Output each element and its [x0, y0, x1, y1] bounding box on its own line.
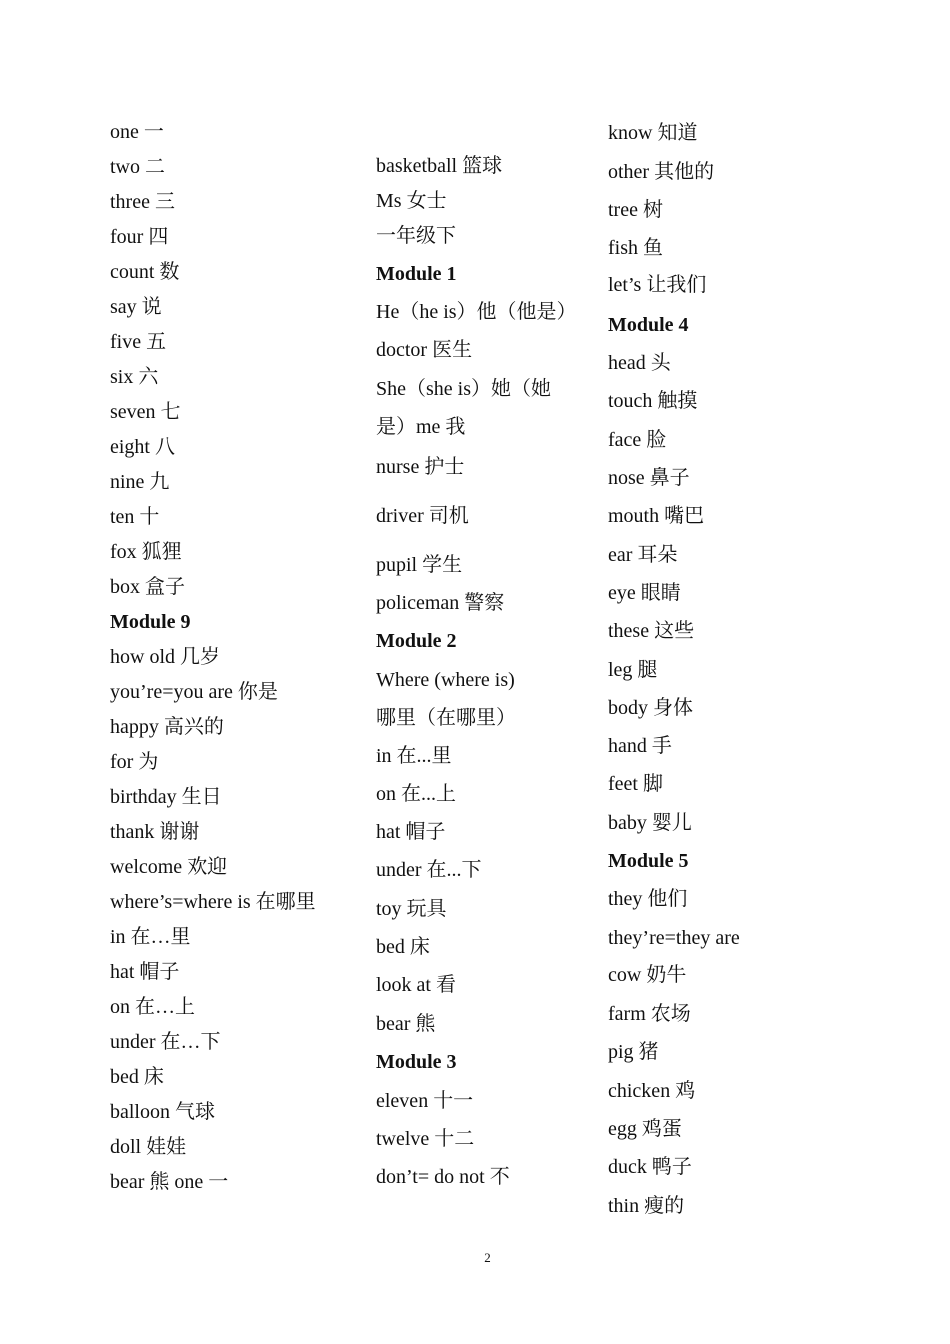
vocab-entry: bear 熊 one 一: [110, 1171, 229, 1193]
vocab-entry: look at 看: [376, 974, 456, 996]
vocab-entry: bear 熊: [376, 1013, 436, 1035]
module-heading: Module 5: [608, 850, 689, 872]
vocab-entry: two 二: [110, 156, 165, 178]
vocab-entry: leg 腿: [608, 659, 658, 681]
vocab-entry: face 脸: [608, 429, 667, 451]
vocab-entry: one 一: [110, 121, 164, 143]
vocab-entry: three 三: [110, 191, 175, 213]
vocab-entry: eleven 十一: [376, 1090, 474, 1112]
vocab-entry: ten 十: [110, 506, 160, 528]
vocab-entry: Where (where is): [376, 669, 515, 691]
vocab-entry: cow 奶牛: [608, 964, 687, 986]
vocab-entry: egg 鸡蛋: [608, 1118, 682, 1140]
vocab-entry: hat 帽子: [110, 961, 180, 983]
vocab-entry: bed 床: [376, 936, 430, 958]
vocab-entry: count 数: [110, 261, 180, 283]
vocab-entry: 是）me 我: [376, 416, 466, 438]
vocab-entry: seven 七: [110, 401, 181, 423]
vocab-entry: hat 帽子: [376, 821, 446, 843]
vocab-entry: how old 几岁: [110, 646, 220, 668]
vocab-entry: chicken 鸡: [608, 1080, 696, 1102]
vocab-entry: they’re=they are: [608, 927, 740, 949]
vocab-entry: five 五: [110, 331, 167, 353]
vocab-entry: duck 鸭子: [608, 1156, 692, 1178]
vocab-entry: under 在...下: [376, 859, 482, 881]
vocab-entry: say 说: [110, 296, 162, 318]
vocab-entry: thank 谢谢: [110, 821, 200, 843]
vocab-entry: He（he is）他（他是）: [376, 301, 577, 323]
vocab-entry: fox 狐狸: [110, 541, 182, 563]
vocab-entry: welcome 欢迎: [110, 856, 228, 878]
vocab-entry: tree 树: [608, 199, 663, 221]
vocab-entry: eye 眼睛: [608, 582, 681, 604]
module-heading: Module 4: [608, 314, 689, 336]
vocab-entry: doll 娃娃: [110, 1136, 187, 1158]
vocab-entry: let’s 让我们: [608, 274, 707, 296]
vocab-entry: body 身体: [608, 697, 693, 719]
vocab-entry: for 为: [110, 751, 159, 773]
module-heading: Module 3: [376, 1051, 457, 1073]
vocab-entry: basketball 篮球: [376, 155, 503, 177]
vocab-entry: where’s=where is 在哪里: [110, 891, 316, 913]
vocab-entry: nine 九: [110, 471, 170, 493]
vocab-entry: mouth 嘴巴: [608, 505, 705, 527]
vocab-entry: bed 床: [110, 1066, 164, 1088]
vocab-entry: don’t= do not 不: [376, 1166, 510, 1188]
module-heading: Module 1: [376, 263, 457, 285]
vocab-entry: baby 婴儿: [608, 812, 692, 834]
vocab-entry: toy 玩具: [376, 898, 447, 920]
vocab-entry: 哪里（在哪里）: [376, 707, 516, 729]
vocab-entry: pig 猪: [608, 1041, 659, 1063]
vocab-entry: box 盒子: [110, 576, 185, 598]
module-heading: Module 2: [376, 630, 457, 652]
vocab-entry: nose 鼻子: [608, 467, 690, 489]
vocab-entry: fish 鱼: [608, 237, 663, 259]
vocab-entry: She（she is）她（她: [376, 378, 551, 400]
vocab-entry: in 在…里: [110, 926, 191, 948]
vocab-entry: they 他们: [608, 888, 688, 910]
vocab-entry: ear 耳朵: [608, 544, 678, 566]
vocab-entry: head 头: [608, 352, 671, 374]
vocab-entry: doctor 医生: [376, 339, 473, 361]
vocab-entry: six 六: [110, 366, 159, 388]
vocab-entry: eight 八: [110, 436, 175, 458]
vocab-entry: farm 农场: [608, 1003, 691, 1025]
vocab-entry: birthday 生日: [110, 786, 222, 808]
vocab-entry: in 在...里: [376, 745, 452, 767]
page-number: 2: [484, 1250, 491, 1265]
vocab-entry: hand 手: [608, 735, 672, 757]
vocab-entry: driver 司机: [376, 505, 469, 527]
vocab-entry: balloon 气球: [110, 1101, 215, 1123]
vocab-entry: Ms 女士: [376, 190, 447, 212]
vocab-entry: you’re=you are 你是: [110, 681, 278, 703]
vocab-entry: four 四: [110, 226, 169, 248]
module-heading: Module 9: [110, 611, 191, 633]
vocab-entry: know 知道: [608, 122, 698, 144]
vocab-entry: twelve 十二: [376, 1128, 475, 1150]
vocab-entry: under 在…下: [110, 1031, 221, 1053]
vocab-entry: other 其他的: [608, 161, 715, 183]
vocab-entry: on 在…上: [110, 996, 195, 1018]
vocab-entry: on 在...上: [376, 783, 456, 805]
vocab-entry: pupil 学生: [376, 554, 463, 576]
vocab-entry: touch 触摸: [608, 390, 698, 412]
vocab-entry: nurse 护士: [376, 456, 465, 478]
vocab-entry: happy 高兴的: [110, 716, 224, 738]
vocab-entry: policeman 警察: [376, 592, 505, 614]
vocab-entry: 一年级下: [376, 225, 456, 247]
vocab-entry: these 这些: [608, 620, 695, 642]
vocab-entry: feet 脚: [608, 773, 663, 795]
vocab-entry: thin 瘦的: [608, 1195, 685, 1217]
